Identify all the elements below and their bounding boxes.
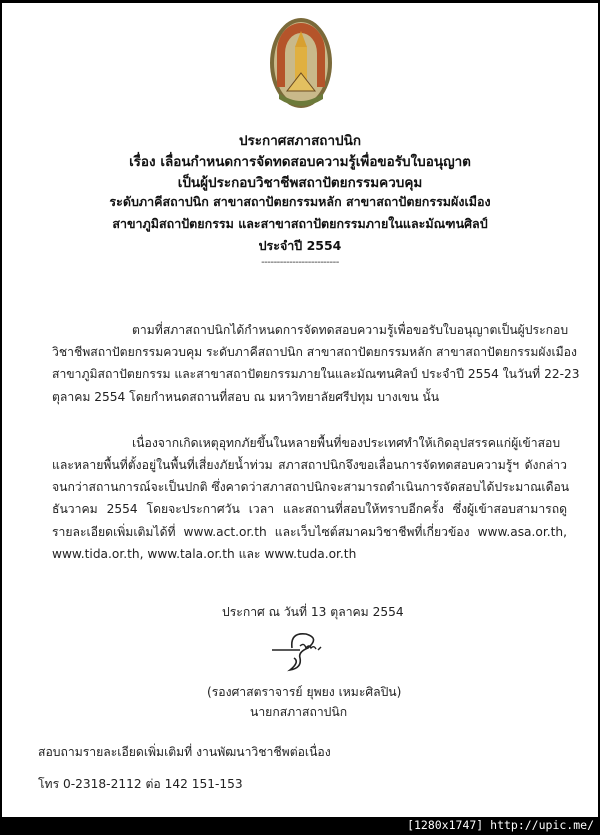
separator: ------------------------- xyxy=(261,257,339,268)
contact-phone: โทร 0-2318-2112 ต่อ 142 151-153 xyxy=(38,777,243,791)
signatory-position: นายกสภาสถาปนิก xyxy=(250,705,348,719)
seal-logo-icon xyxy=(269,17,333,109)
paragraph-line: วิชาชีพสถาปัตยกรรมควบคุม ระดับภาคีสถาปนิก สาขาสถาปัตยกรรมหลัก สาขาสถาปัตยกรรมผังเมือง xyxy=(52,345,577,359)
heading-line: เรื่อง เลื่อนกำหนดการจัดทดสอบความรู้เพื่อขอรับใบอนุญาต xyxy=(129,154,471,170)
signature-icon xyxy=(270,628,330,674)
document-page xyxy=(2,3,598,817)
paragraph-line: รายละเอียดเพิ่มเติมได้ที่ www.act.or.th และเว็บไซต์สมาคมวิชาชีพที่เกี่ยวข้อง www.asa.or.th, xyxy=(52,525,567,539)
heading-line: ประจำปี 2554 xyxy=(258,238,342,253)
heading-line: สาขาภูมิสถาปัตยกรรม และสาขาสถาปัตยกรรมภายในและมัณฑนศิลป์ xyxy=(112,216,488,231)
paragraph-line: จนกว่าสถานการณ์จะเป็นปกติ ซึ่งคาดว่าสภาสถาปนิกจะสามารถดำเนินการจัดสอบได้ประมาณเดือน xyxy=(52,480,570,494)
heading-line: ประกาศสภาสถาปนิก xyxy=(238,133,362,149)
watermark: [1280x1747] http://upic.me/ xyxy=(407,818,594,832)
contact-info: สอบถามรายละเอียดเพิ่มเติมที่ งานพัฒนาวิชาชีพต่อเนื่อง xyxy=(38,745,331,759)
footer-bar xyxy=(0,817,600,835)
paragraph-line: ตุลาคม 2554 โดยกำหนดสถานที่สอบ ณ มหาวิทยาลัยศรีปทุม บางเขน นั้น xyxy=(52,390,440,404)
heading-line: เป็นผู้ประกอบวิชาชีพสถาปัตยกรรมควบคุม xyxy=(177,175,423,191)
heading-line: ระดับภาคีสถาปนิก สาขาสถาปัตยกรรมหลัก สาขาสถาปัตยกรรมผังเมือง xyxy=(109,194,491,209)
paragraph-line: เนื่องจากเกิดเหตุอุทกภัยขึ้นในหลายพื้นที่ของประเทศทำให้เกิดอุปสรรคแก่ผู้เข้าสอบ xyxy=(132,436,561,450)
paragraph-line: www.tida.or.th, www.tala.or.th และ www.tuda.or.th xyxy=(52,547,357,561)
paragraph-line: สาขาภูมิสถาปัตยกรรม และสาขาสถาปัตยกรรมภายในและมัณฑนศิลป์ ประจำปี 2554 ในวันที่ 22-23 xyxy=(52,367,580,381)
paragraph-line: และหลายพื้นที่ตั้งอยู่ในพื้นที่เสี่ยงภัยน้ำท่วม สภาสถาปนิกจึงขอเลื่อนการจัดทดสอบความรู้ฯ ดังกล่าว xyxy=(52,458,567,472)
announcement-date: ประกาศ ณ วันที่ 13 ตุลาคม 2554 xyxy=(222,605,404,619)
signatory-name: (รองศาสตราจารย์ ยุพยง เหมะศิลปิน) xyxy=(207,685,402,699)
paragraph-line: ตามที่สภาสถาปนิกได้กำหนดการจัดทดสอบความรู้เพื่อขอรับใบอนุญาตเป็นผู้ประกอบ xyxy=(132,323,569,337)
paragraph-line: ธันวาคม 2554 โดยจะประกาศวัน เวลา และสถานที่สอบให้ทราบอีกครั้ง ซึ่งผู้เข้าสอบสามารถดู xyxy=(52,502,567,516)
